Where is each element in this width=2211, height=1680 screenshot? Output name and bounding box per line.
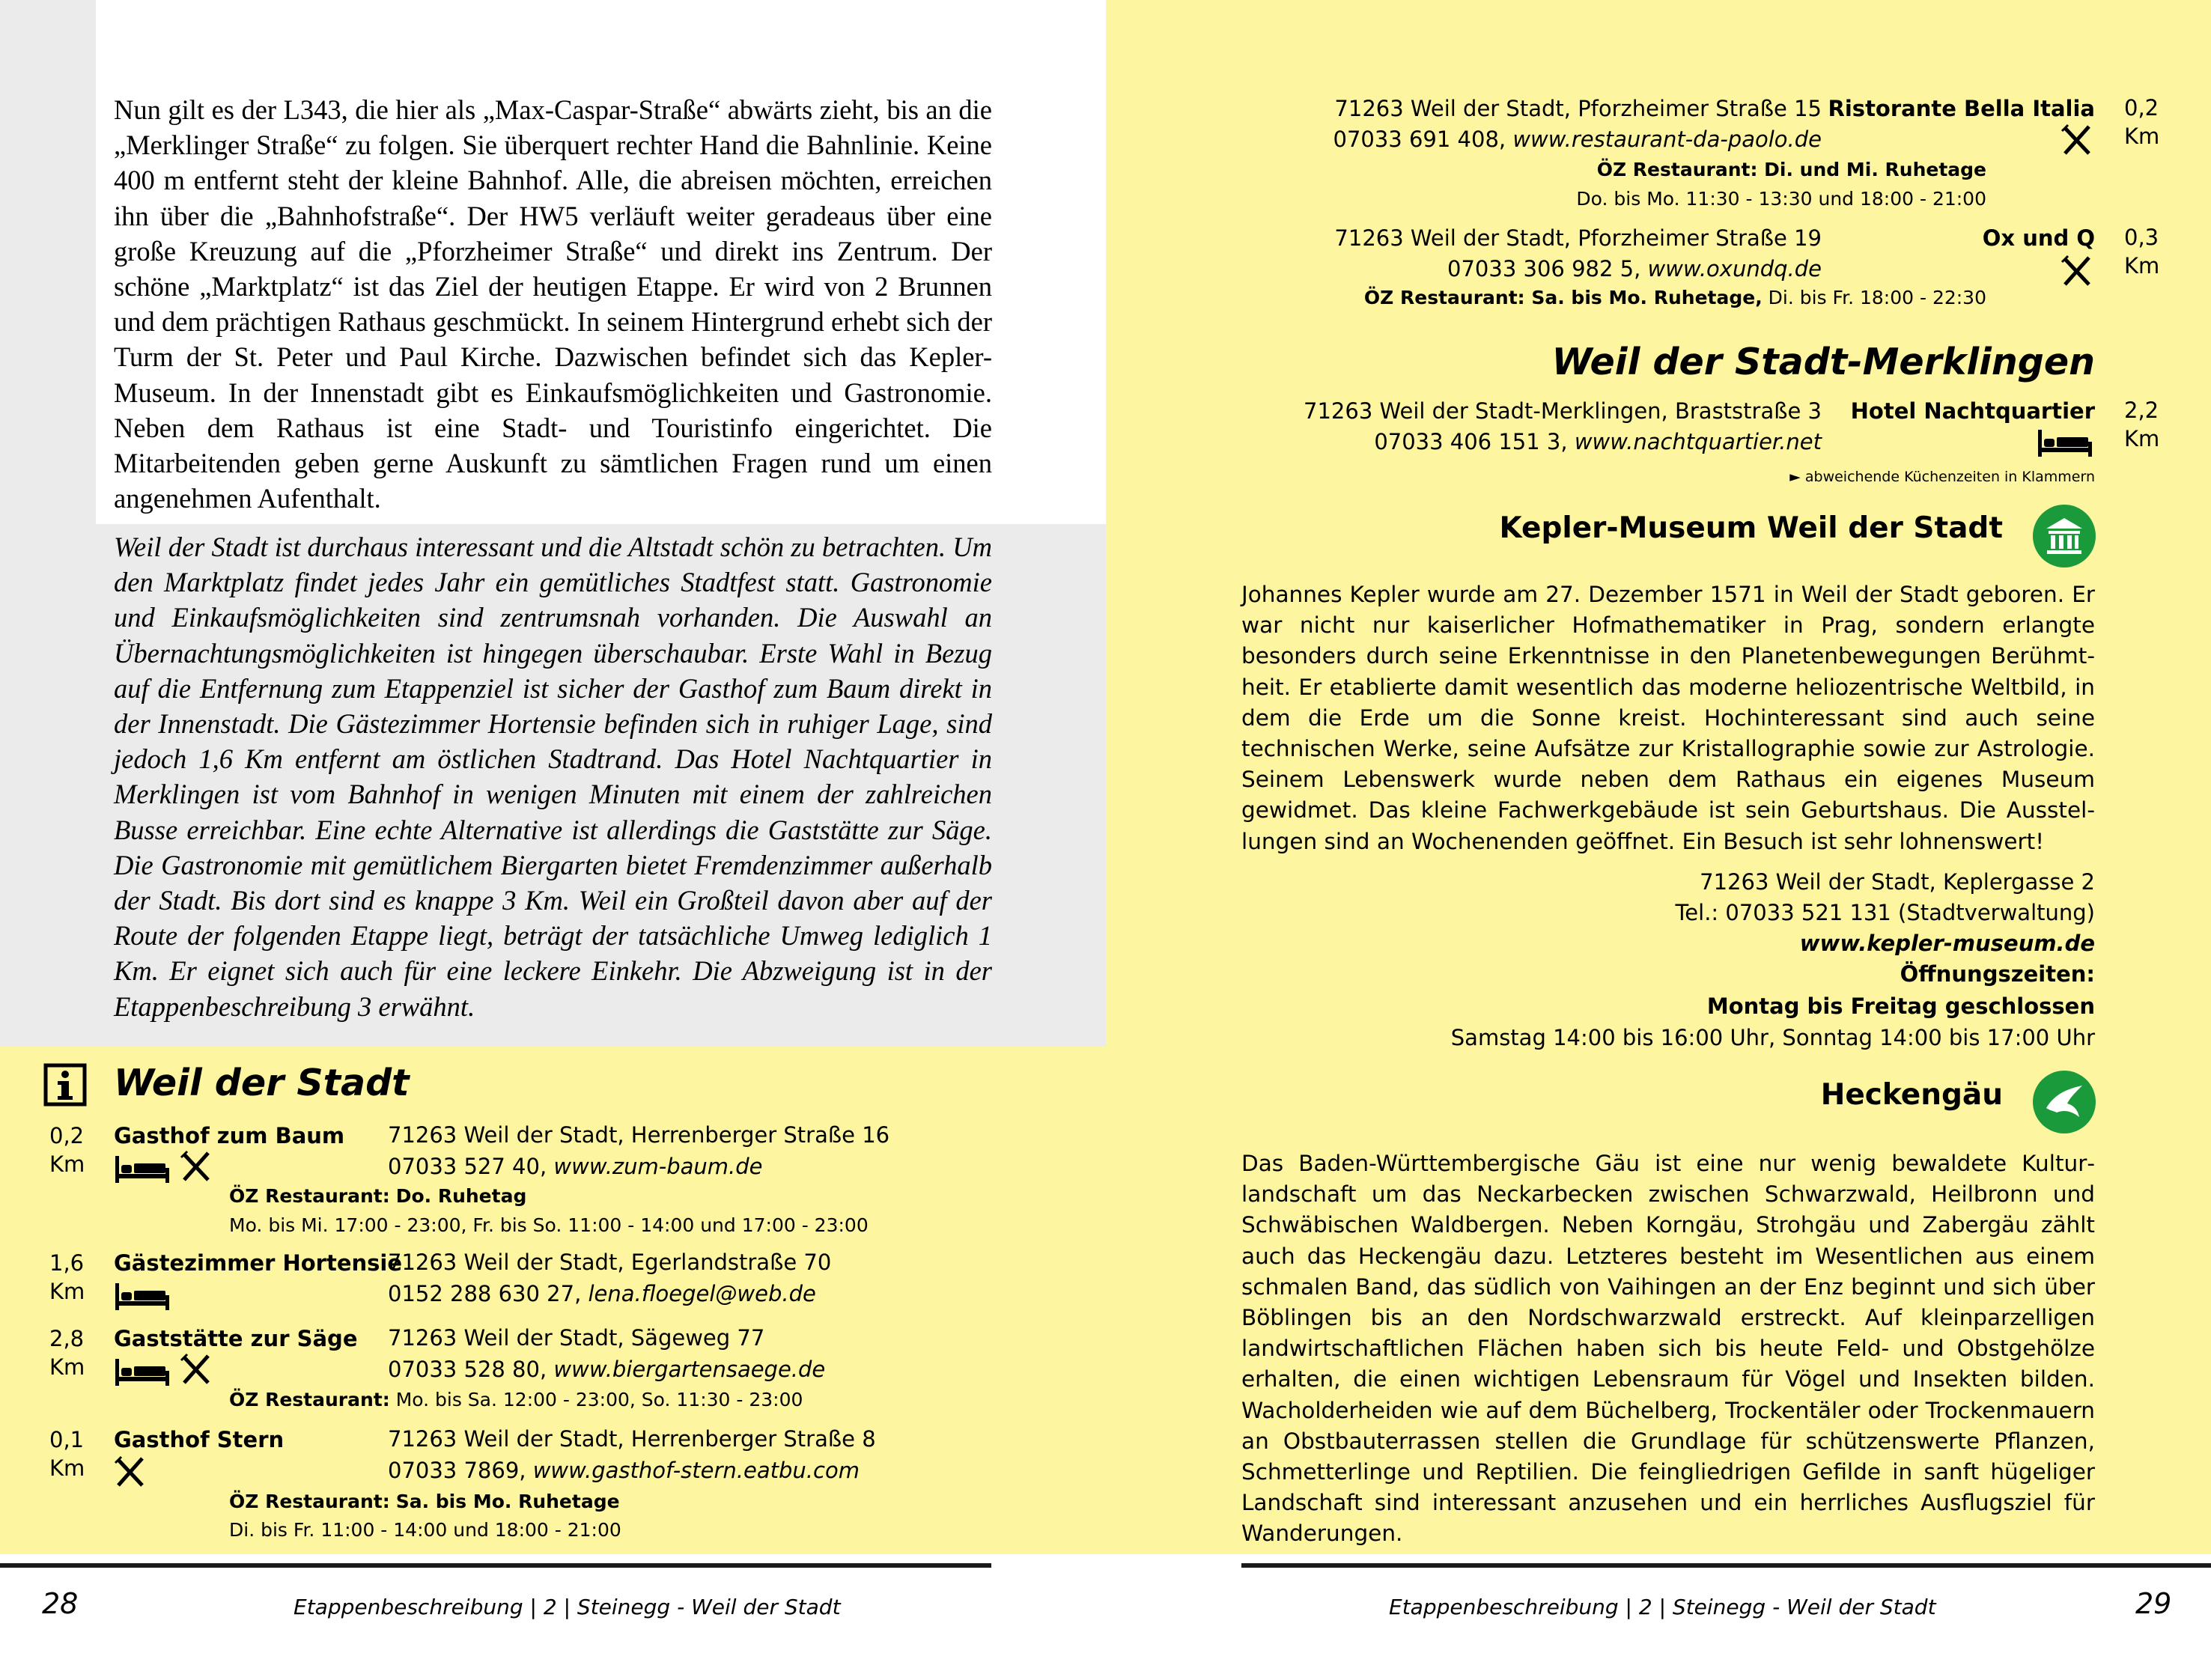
- distance-value: 1,6: [49, 1250, 85, 1276]
- entry-website[interactable]: www.oxundq.de: [1647, 256, 1822, 281]
- opening-label: ÖZ Restaurant:: [229, 1389, 390, 1410]
- opening-value: Di. bis Fr. 18:00 - 22:30: [1762, 287, 1986, 308]
- heckengaeu-title: Heckengäu: [1820, 1078, 2003, 1112]
- heckengaeu-paragraph: Das Baden-Württembergische Gäu ist eine nur wenig bewaldete Kulturlandschaft um das Neckarbecken zwischen Schwarzwald, Heilbronn und Schwäbischen Waldbergen. Neben Korngäu, Strohgäu und Zabergäu zählt auch das Heckengäu dazu. Letzteres besteht im Wesentlichen aus einem schmalen Band, das südlich von Vaihingen an der Enz beginnt und sich über Böblingen bis an den Nordschwarzwald erstreckt. Auf kleinparzelligen landwirtschaftlichen Flächen haben sich bis heute Feld- und Obstgehölze erhalten, die einen wichtigen Lebensraum für Vögel und Insekten bilden. Wacholderheiden wie auf dem Büchelberg, Trockentäler oder Trockenmauern an Obstbauterrassen stellen die Grundlage für schützenswerte Pflanzen, Schmetterlinge und Reptilien. Die feingliedrigen Gefilde in sanft hügeliger Landschaft sind interessant anzusehen und ein herrliches Ausflugsziel für Wanderungen.: [1241, 1151, 2095, 1547]
- bed-icon: [114, 1151, 171, 1184]
- distance-value: 0,1: [49, 1427, 85, 1452]
- bed-icon: [114, 1279, 171, 1312]
- entry-name: Ristorante Bella Italia: [1828, 96, 2095, 121]
- entry-name: Gasthof zum Baum: [114, 1123, 345, 1148]
- kepler-title: Kepler-Museum Weil der Stadt: [1499, 511, 2003, 545]
- kepler-hours-closed: Montag bis Freitag geschlossen: [1706, 993, 2095, 1019]
- entry-phone: 07033 527 40,: [388, 1154, 554, 1179]
- entry-distance: [49, 1425, 85, 1482]
- kepler-address: 71263 Weil der Stadt, Keplergasse 2: [1700, 869, 2095, 895]
- entry-distance: [49, 1121, 85, 1178]
- footer-rule: [0, 1563, 991, 1568]
- entry-contact: [1333, 124, 1822, 154]
- entry-address: 71263 Weil der Stadt, Herrenberger Straße 16: [388, 1122, 890, 1148]
- entry-name: Gästezimmer Hortensie: [114, 1250, 403, 1276]
- entry-phone: 07033 306 982 5,: [1447, 256, 1648, 281]
- distance-value: 2,8: [49, 1326, 85, 1351]
- entry-contact: [388, 1151, 763, 1182]
- section-title: Weil der Stadt: [114, 1062, 410, 1104]
- merklingen-title: Weil der Stadt-Merklingen: [1551, 341, 2095, 383]
- distance-unit: Km: [2124, 426, 2160, 451]
- entry-contact: [388, 1354, 825, 1385]
- entry-contact: [388, 1455, 860, 1486]
- opening-value: Do. Ruhetag: [395, 1185, 527, 1207]
- note-paragraph: Weil der Stadt ist durchaus interessant und die Altstadt schön zu betrachten. Um den Marktplatz findet jedes Jahr ein gemütliches Stadtfest statt. Gastronomie und Einkaufsmöglichkeiten sind zentrumsnah vorhanden. Die Auswahl an Übernachtungsmöglichkeiten ist hingegen überschaubar. Erste Wahl in Bezug auf die Entfernung zum Etappenziel ist sicher der Gasthof zum Baum direkt in der Innenstadt. Die Gästezimmer Hortensie befinden sich in ruhiger Lage, sind jedoch 1,6 Km entfernt am östlichen Stadtrand. Das Hotel Nachtquartier in Merklingen ist vom Bahnhof in wenigen Minuten mit einem der zahlreichen Busse erreichbar. Eine echte Alternative ist allerdings die Gaststätte zur Säge. Die Gastronomie mit gemütlichem Biergarten bietet Fremdenzimmer außerhalb der Stadt. Bis dort sind es knappe 3 Km. Weil ein Großteil davon aber auf der Route der folgenden Etappe liegt, beträgt der tatsächliche Umweg lediglich 1 Km. Er eignet sich auch für eine leckere Einkehr. Die Abzweigung ist in der Etappenbeschreibung 3 erwähnt.: [114, 532, 992, 1022]
- entry-address: 71263 Weil der Stadt, Pforzheimer Straße 15: [1334, 96, 1822, 121]
- entry-website[interactable]: www.zum-baum.de: [553, 1154, 763, 1179]
- kepler-website[interactable]: www.kepler-museum.de: [1799, 931, 2095, 956]
- intro-paragraph: Nun gilt es der L343, die hier als „Max-Caspar-Straße“ abwärts zieht, bis an die „Merklinger Straße“ zu folgen. Sie überquert rechter Hand die Bahnlinie. Keine 400 m entfernt steht der kleine Bahnhof. Alle, die abreisen möchten, erreichen ihn über die „Bahnhofstraße“. Der HW5 verläuft weiter geradeaus über eine große Kreuzung auf die „Pforzheimer Straße“ und direkt ins Zentrum. Der schöne „Marktplatz“ ist das Ziel der heutigen Etappe. Er wird von 2 Brunnen und dem prächtigen Rathaus geschmückt. In seinem Hintergrund erhebt sich der Turm der St. Peter und Paul Kirche. Dazwischen befindet sich das Kepler-Museum. In der Innenstadt gibt es Einkaufsmöglichkeiten und Gastronomie. Neben dem Rathaus ist eine Stadt- und Touristinfo eingerichtet. Die Mitarbeitenden geben gerne Auskunft zu sämtlichen Fragen rund um einen angenehmen Aufenthalt.: [114, 94, 992, 514]
- entry-website[interactable]: www.restaurant-da-paolo.de: [1512, 127, 1822, 152]
- cutlery-icon: [180, 1150, 213, 1183]
- entry-address: 71263 Weil der Stadt, Herrenberger Straße 8: [388, 1426, 876, 1452]
- opening-value: Sa. bis Mo. Ruhetage: [395, 1491, 620, 1512]
- entry-opening: [229, 1387, 803, 1413]
- entry-phone: 07033 406 151 3,: [1374, 429, 1575, 454]
- distance-unit: Km: [2124, 124, 2160, 149]
- entry-hours: Di. bis Fr. 11:00 - 14:00 und 18:00 - 21:00: [229, 1519, 621, 1541]
- opening-value: Mo. bis Sa. 12:00 - 23:00, So. 11:30 - 23:00: [395, 1389, 803, 1410]
- bird-icon: [2033, 1071, 2096, 1133]
- distance-value: 0,2: [49, 1123, 85, 1148]
- distance-value: 2,2: [2124, 398, 2159, 423]
- bed-icon: [2037, 425, 2093, 458]
- opening-label: ÖZ Restaurant:: [229, 1491, 390, 1512]
- entry-website[interactable]: www.gasthof-stern.eatbu.com: [532, 1458, 860, 1483]
- entry-contact: [1374, 427, 1822, 457]
- page-number: 28: [42, 1587, 79, 1620]
- footer-rule: [1241, 1563, 2211, 1568]
- entry-name: Hotel Nachtquartier: [1850, 398, 2095, 424]
- footer-title: Etappenbeschreibung | 2 | Steinegg - Weil der Stadt: [294, 1595, 841, 1619]
- distance-value: 0,3: [2124, 225, 2159, 250]
- entry-address: 71263 Weil der Stadt-Merklingen, Braststraße 3: [1304, 398, 1822, 424]
- entry-distance: [2124, 94, 2159, 150]
- entry-address: 71263 Weil der Stadt, Pforzheimer Straße 19: [1334, 225, 1822, 251]
- bed-icon: [114, 1354, 171, 1387]
- distance-unit: Km: [2124, 253, 2160, 279]
- info-icon: [43, 1063, 87, 1107]
- entry-opening: [229, 1183, 526, 1210]
- entry-distance: [49, 1249, 85, 1306]
- footer-title: Etappenbeschreibung | 2 | Steinegg - Weil der Stadt: [1389, 1595, 1936, 1619]
- distance-unit: Km: [49, 1354, 85, 1380]
- cutlery-icon: [2061, 124, 2093, 156]
- cutlery-icon: [114, 1455, 147, 1488]
- cutlery-icon: [180, 1353, 213, 1386]
- entry-email[interactable]: lena.floegel@web.de: [588, 1281, 816, 1306]
- opening-label: ÖZ Restaurant:: [229, 1185, 390, 1207]
- entry-distance: [49, 1324, 85, 1381]
- entry-phone: 07033 528 80,: [388, 1357, 554, 1382]
- entry-phone: 0152 288 630 27,: [388, 1281, 589, 1306]
- entry-opening: ÖZ Restaurant: Di. und Mi. Ruhetage: [1596, 159, 1986, 180]
- entry-hours: Do. bis Mo. 11:30 - 13:30 und 18:00 - 21:00: [1576, 188, 1986, 210]
- page-number: 29: [2135, 1587, 2172, 1620]
- entry-phone: 07033 691 408,: [1333, 127, 1513, 152]
- entry-contact: [1447, 254, 1822, 284]
- cutlery-icon: [2061, 255, 2093, 287]
- entry-contact: [388, 1279, 816, 1309]
- distance-unit: Km: [49, 1151, 85, 1177]
- entry-address: 71263 Weil der Stadt, Egerlandstraße 70: [388, 1250, 832, 1275]
- entry-name: Gasthof Stern: [114, 1427, 285, 1452]
- kitchen-note: ► abweichende Küchenzeiten in Klammern: [1789, 469, 2095, 485]
- kepler-hours-open: Samstag 14:00 bis 16:00 Uhr, Sonntag 14:00 bis 17:00 Uhr: [1450, 1025, 2095, 1050]
- entry-distance: [2124, 223, 2159, 280]
- kepler-hours-label: Öffnungszeiten:: [1900, 961, 2095, 987]
- distance-unit: Km: [49, 1279, 85, 1304]
- entry-phone: 07033 7869,: [388, 1458, 533, 1483]
- entry-address: 71263 Weil der Stadt, Sägeweg 77: [388, 1325, 765, 1351]
- opening-label: ÖZ Restaurant: Sa. bis Mo. Ruhetage,: [1363, 287, 1763, 308]
- entry-name: Gaststätte zur Säge: [114, 1326, 358, 1351]
- entry-website[interactable]: www.biergartensaege.de: [553, 1357, 826, 1382]
- kepler-paragraph: Johannes Kepler wurde am 27. Dezember 1571 in Weil der Stadt geboren. Er war nicht nur kaiserlicher Hofmathematiker in Prag, sondern erlangte besonders durch seine Erkenntnisse in den Planetenbewegungen Berühmtheit. Er etablierte damit wesentlich das moderne heliozentrische Weltbild, in dem die Erde um die Sonne kreist. Hochinteressant sind auch seine technischen Werke, seine Aufsätze zur Kristallographie sowie zur Astrologie. Seinem Lebenswerk wurde neben dem Rathaus ein eigenes Museum gewidmet. Das kleine Fachwerkgebäude ist sein Geburtshaus. Die Ausstellungen sind an Wochenenden geöffnet. Ein Besuch ist sehr lohnenswert!: [1241, 582, 2095, 854]
- distance-value: 0,2: [2124, 95, 2159, 121]
- entry-distance: [2124, 396, 2159, 453]
- distance-unit: Km: [49, 1455, 85, 1481]
- entry-hours: Mo. bis Mi. 17:00 - 23:00, Fr. bis So. 11:00 - 14:00 und 17:00 - 23:00: [229, 1214, 869, 1236]
- left-margin-strip: [0, 0, 96, 524]
- entry-opening: [1364, 284, 1986, 311]
- museum-icon: [2033, 505, 2096, 567]
- entry-opening: [229, 1488, 620, 1515]
- entry-name: Ox und Q: [1982, 225, 2095, 251]
- kepler-phone: Tel.: 07033 521 131 (Stadtverwaltung): [1675, 900, 2095, 925]
- entry-website[interactable]: www.nachtquartier.net: [1574, 429, 1822, 454]
